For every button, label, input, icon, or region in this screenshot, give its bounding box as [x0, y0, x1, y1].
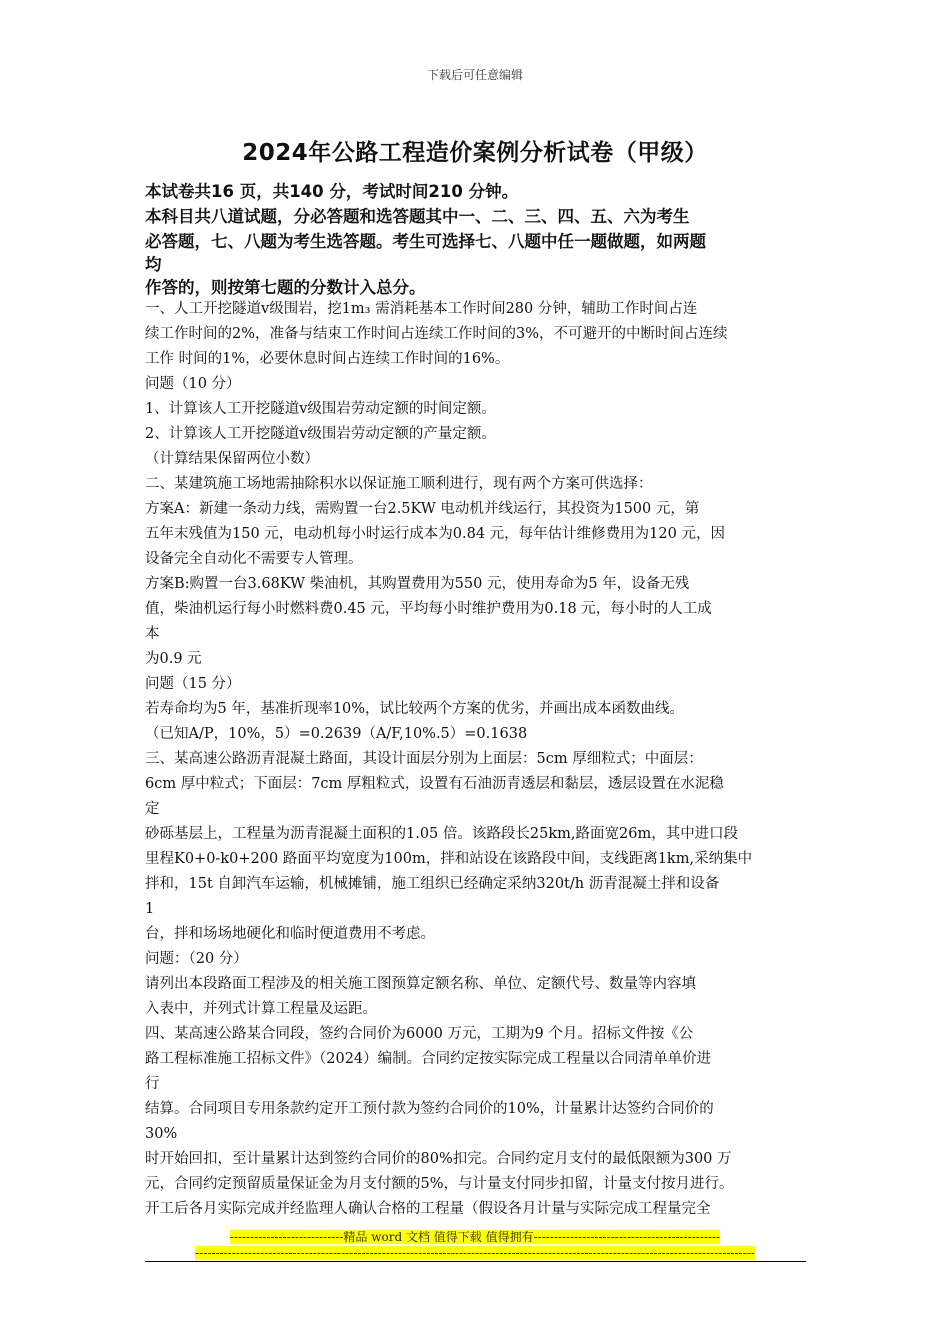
body-line: 值，柴油机运行每小时燃料费0.45 元，平均每小时维护费用为0.18 元，每小时的人工成 [145, 601, 712, 617]
body-line: 若寿命均为5 年，基准折现率10%，试比较两个方案的优劣，并画出成本函数曲线。 [145, 701, 685, 717]
body-line: 元，合同约定预留质量保证金为月支付额的5%，与计量支付同步扣留，计量支付按月进行。 [145, 1176, 734, 1192]
body-line: 问题（10 分） [145, 376, 241, 392]
document-title: 2024年公路工程造价案例分析试卷（甲级） [242, 140, 708, 166]
intro-line: 本科目共八道试题，分必答题和选答题其中一、二、三、四、五、六为考生 [145, 207, 690, 226]
body-line: 续工作时间的2%，准备与结束工作时间占连续工作时间的3%，不可避开的中断时间占连续 [145, 326, 728, 342]
body-line: 五年末残值为150 元，电动机每小时运行成本为0.84 元，每年估计维修费用为120 元，因 [145, 526, 725, 542]
footer-banner-text: ----------------------------精品 word 文档 值得下载 值得拥有---------------------------------------------- [229, 1230, 721, 1244]
intro-line: 本试卷共16 页，共140 分，考试时间210 分钟。 [145, 182, 519, 201]
intro-line: 均 [145, 255, 162, 274]
body-line: 二、某建筑施工场地需抽除积水以保证施工顺利进行，现有两个方案可供选择： [145, 476, 653, 492]
body-line: 时开始回扣，至计量累计达到签约合同价的80%扣完。合同约定月支付的最低限额为300 万 [145, 1151, 732, 1167]
body-line: 30% [145, 1126, 178, 1142]
footer-banner [0, 1230, 950, 1244]
intro-line: 必答题，七、八题为考生选答题。考生可选择七、八题中任一题做题，如两题 [145, 232, 706, 251]
body-line: 三、某高速公路沥青混凝土路面，其设计面层分别为上面层：5cm 厚细粒式；中面层： [145, 751, 703, 767]
page-header-note: 下载后可任意编辑 [426, 68, 523, 82]
body-line: 为0.9 元 [145, 651, 202, 667]
body-line: （已知A/P，10%，5）=0.2639（A/F,10%.5）=0.1638 [145, 726, 528, 742]
body-line: 1、计算该人工开挖隧道ⅴ级围岩劳动定额的时间定额。 [145, 401, 496, 417]
body-line: 四、某高速公路某合同段，签约合同价为6000 万元，工期为9 个月。招标文件按《公 [145, 1026, 694, 1042]
body-line: 设备完全自动化不需要专人管理。 [145, 551, 363, 567]
footer-banner [0, 1246, 950, 1260]
body-line: 定 [145, 801, 160, 817]
intro-line: 作答的，则按第七题的分数计入总分。 [145, 278, 426, 297]
body-line: 台，拌和场场地硬化和临时便道费用不考虑。 [145, 926, 435, 942]
footer-rule [145, 1261, 806, 1262]
body-line: 入表中，并列式计算工程量及运距。 [145, 1001, 377, 1017]
body-line: 一、人工开挖隧道ⅴ级围岩，挖1m₃ 需消耗基本工作时间280 分钟，辅助工作时间占连 [145, 301, 698, 317]
body-line: 拌和，15t 自卸汽车运输，机械摊铺，施工组织已经确定采纳320t/h 沥青混凝土拌和设备 [145, 876, 720, 892]
footer-banner-text: ------------------------------------------------------------------------------------------------------------------------------------------ [195, 1246, 755, 1260]
body-line: 问题（15 分） [145, 676, 241, 692]
body-line: （计算结果保留两位小数） [145, 451, 319, 467]
body-line: 方案B:购置一台3.68KW 柴油机，其购置费用为550 元，使用寿命为5 年，设备无残 [145, 576, 690, 592]
body-line: 行 [145, 1076, 160, 1092]
body-line: 开工后各月实际完成并经监理人确认合格的工程量（假设各月计量与实际完成工程量完全 [145, 1201, 711, 1217]
body-line: 本 [145, 626, 160, 642]
body-line: 工作 时间的1%，必要休息时间占连续工作时间的16%。 [145, 351, 510, 367]
body-line: 里程K0+0-k0+200 路面平均宽度为100m，拌和站设在该路段中间，支线距离1km,采纳集中 [145, 851, 753, 867]
body-line: 结算。合同项目专用条款约定开工预付款为签约合同价的10%，计量累计达签约合同价的 [145, 1101, 714, 1117]
body-line: 请列出本段路面工程涉及的相关施工图预算定额名称、单位、定额代号、数量等内容填 [145, 976, 696, 992]
body-line: 1 [145, 901, 155, 917]
body-line: 2、计算该人工开挖隧道ⅴ级围岩劳动定额的产量定额。 [145, 426, 496, 442]
body-line: 问题：（20 分） [145, 951, 248, 967]
body-line: 方案A：新建一条动力线，需购置一台2.5KW 电动机并线运行，其投资为1500 元，第 [145, 501, 700, 517]
body-line: 路工程标准施工招标文件》（2024）编制。合同约定按实际完成工程量以合同清单单价进 [145, 1051, 712, 1067]
body-line: 6cm 厚中粒式；下面层：7cm 厚粗粒式，设置有石油沥青透层和黏层，透层设置在水泥稳 [145, 776, 724, 792]
body-line: 砂砾基层上，工程量为沥青混凝土面积的1.05 倍。该路段长25km,路面宽26m，其中进口段 [145, 826, 739, 842]
